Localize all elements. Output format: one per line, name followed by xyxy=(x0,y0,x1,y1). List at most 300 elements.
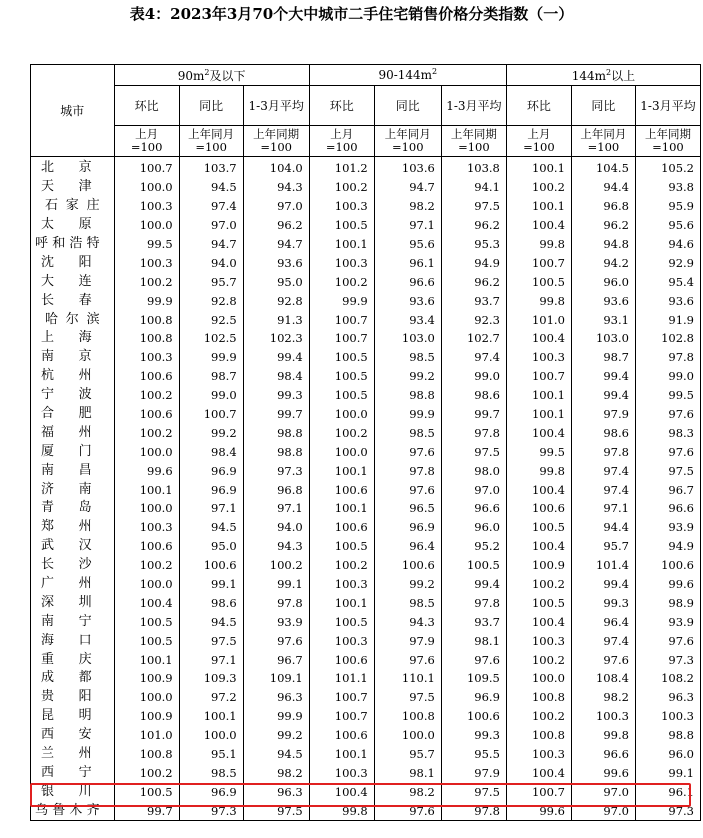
value-cell: 103.7 xyxy=(179,157,243,178)
price-index-table xyxy=(30,64,701,821)
value-cell: 97.3 xyxy=(635,650,700,669)
value-cell: 100.1 xyxy=(179,707,243,726)
value-cell: 99.6 xyxy=(571,764,635,783)
header-base-2: 上年同月 =100 xyxy=(374,126,441,157)
value-cell: 97.5 xyxy=(179,631,243,650)
value-cell: 100.7 xyxy=(179,405,243,424)
value-cell: 96.7 xyxy=(635,480,700,499)
value-cell: 97.6 xyxy=(635,442,700,461)
value-cell: 97.6 xyxy=(374,442,441,461)
value-cell: 97.4 xyxy=(571,480,635,499)
table-row xyxy=(31,518,701,537)
value-cell: 97.9 xyxy=(571,405,635,424)
value-cell: 96.1 xyxy=(635,782,700,801)
value-cell: 100.6 xyxy=(179,556,243,575)
city-cell: 贵阳 xyxy=(31,688,115,707)
value-cell: 100.2 xyxy=(309,423,374,442)
value-cell: 98.5 xyxy=(374,348,441,367)
value-cell: 100.5 xyxy=(309,216,374,235)
table-row xyxy=(31,537,701,556)
value-cell: 97.8 xyxy=(374,461,441,480)
value-cell: 97.6 xyxy=(571,650,635,669)
value-cell: 100.5 xyxy=(441,556,506,575)
table-row xyxy=(31,272,701,291)
value-cell: 100.3 xyxy=(506,745,571,764)
value-cell: 98.2 xyxy=(571,688,635,707)
value-cell: 99.3 xyxy=(571,593,635,612)
header-base-3: 上年同期 =100 xyxy=(243,126,309,157)
value-cell: 100.2 xyxy=(309,556,374,575)
value-cell: 95.3 xyxy=(441,235,506,254)
value-cell: 100.6 xyxy=(441,707,506,726)
city-cell: 南京 xyxy=(31,348,115,367)
value-cell: 97.0 xyxy=(571,801,635,820)
value-cell: 98.8 xyxy=(243,423,309,442)
value-cell: 95.7 xyxy=(571,537,635,556)
value-cell: 100.8 xyxy=(506,726,571,745)
value-cell: 99.2 xyxy=(374,367,441,386)
city-cell: 武汉 xyxy=(31,537,115,556)
value-cell: 96.5 xyxy=(374,499,441,518)
value-cell: 98.6 xyxy=(571,423,635,442)
value-cell: 100.8 xyxy=(114,310,179,329)
value-cell: 100.5 xyxy=(309,537,374,556)
header-base-1: 上月 =100 xyxy=(114,126,179,157)
value-cell: 100.6 xyxy=(114,367,179,386)
value-cell: 99.5 xyxy=(114,235,179,254)
value-cell: 100.0 xyxy=(309,442,374,461)
value-cell: 97.4 xyxy=(441,348,506,367)
value-cell: 100.2 xyxy=(506,575,571,594)
value-cell: 100.1 xyxy=(309,499,374,518)
value-cell: 100.9 xyxy=(114,707,179,726)
value-cell: 95.2 xyxy=(441,537,506,556)
value-cell: 93.9 xyxy=(635,518,700,537)
value-cell: 92.8 xyxy=(179,291,243,310)
value-cell: 96.2 xyxy=(441,272,506,291)
value-cell: 100.1 xyxy=(309,745,374,764)
value-cell: 94.6 xyxy=(635,235,700,254)
value-cell: 99.8 xyxy=(571,726,635,745)
value-cell: 96.3 xyxy=(243,688,309,707)
value-cell: 95.6 xyxy=(635,216,700,235)
value-cell: 98.2 xyxy=(243,764,309,783)
value-cell: 102.3 xyxy=(243,329,309,348)
value-cell: 97.5 xyxy=(441,197,506,216)
value-cell: 103.8 xyxy=(441,157,506,178)
value-cell: 94.7 xyxy=(243,235,309,254)
value-cell: 100.6 xyxy=(114,405,179,424)
value-cell: 108.2 xyxy=(635,669,700,688)
value-cell: 99.1 xyxy=(635,764,700,783)
city-cell: 北京 xyxy=(31,157,115,178)
value-cell: 105.2 xyxy=(635,157,700,178)
value-cell: 100.4 xyxy=(506,764,571,783)
value-cell: 97.6 xyxy=(374,650,441,669)
value-cell: 97.6 xyxy=(374,480,441,499)
value-cell: 99.9 xyxy=(179,348,243,367)
value-cell: 100.0 xyxy=(114,178,179,197)
value-cell: 97.6 xyxy=(374,801,441,820)
value-cell: 100.3 xyxy=(506,631,571,650)
value-cell: 99.8 xyxy=(309,801,374,820)
city-cell: 兰州 xyxy=(31,745,115,764)
value-cell: 101.1 xyxy=(309,669,374,688)
header-base-3: 上年同期 =100 xyxy=(441,126,506,157)
value-cell: 99.1 xyxy=(243,575,309,594)
value-cell: 100.1 xyxy=(309,235,374,254)
value-cell: 99.9 xyxy=(243,707,309,726)
value-cell: 98.6 xyxy=(179,593,243,612)
value-cell: 97.0 xyxy=(441,480,506,499)
table-row xyxy=(31,631,701,650)
value-cell: 100.4 xyxy=(506,612,571,631)
value-cell: 96.1 xyxy=(374,253,441,272)
header-sub-1: 环比 xyxy=(114,86,179,126)
table-row xyxy=(31,764,701,783)
header-group-1: $90m^2$及以下 xyxy=(114,65,309,86)
value-cell: 100.3 xyxy=(309,631,374,650)
value-cell: 100.4 xyxy=(506,329,571,348)
value-cell: 99.0 xyxy=(179,386,243,405)
value-cell: 99.4 xyxy=(571,367,635,386)
table-row xyxy=(31,575,701,594)
header-sub-1: 环比 xyxy=(506,86,571,126)
value-cell: 97.8 xyxy=(635,348,700,367)
table-row xyxy=(31,423,701,442)
value-cell: 103.0 xyxy=(571,329,635,348)
value-cell: 100.6 xyxy=(309,726,374,745)
value-cell: 100.4 xyxy=(506,423,571,442)
value-cell: 94.3 xyxy=(243,178,309,197)
table-row xyxy=(31,197,701,216)
value-cell: 98.3 xyxy=(635,423,700,442)
value-cell: 100.2 xyxy=(114,556,179,575)
value-cell: 101.2 xyxy=(309,157,374,178)
value-cell: 100.3 xyxy=(309,197,374,216)
value-cell: 102.7 xyxy=(441,329,506,348)
value-cell: 93.6 xyxy=(243,253,309,272)
value-cell: 92.5 xyxy=(179,310,243,329)
table-row xyxy=(31,480,701,499)
value-cell: 95.6 xyxy=(374,235,441,254)
value-cell: 96.8 xyxy=(571,197,635,216)
value-cell: 97.8 xyxy=(441,801,506,820)
table-row xyxy=(31,801,701,820)
value-cell: 94.0 xyxy=(179,253,243,272)
value-cell: 100.2 xyxy=(114,272,179,291)
value-cell: 97.1 xyxy=(571,499,635,518)
value-cell: 99.8 xyxy=(506,235,571,254)
value-cell: 99.6 xyxy=(635,575,700,594)
value-cell: 97.1 xyxy=(243,499,309,518)
value-cell: 96.9 xyxy=(179,782,243,801)
value-cell: 93.7 xyxy=(441,291,506,310)
value-cell: 97.0 xyxy=(243,197,309,216)
city-cell: 天津 xyxy=(31,178,115,197)
city-cell: 福州 xyxy=(31,423,115,442)
header-city: 城市 xyxy=(31,65,115,157)
value-cell: 99.7 xyxy=(243,405,309,424)
value-cell: 100.2 xyxy=(506,707,571,726)
value-cell: 100.7 xyxy=(309,310,374,329)
value-cell: 100.1 xyxy=(506,405,571,424)
value-cell: 100.2 xyxy=(243,556,309,575)
value-cell: 100.2 xyxy=(506,178,571,197)
value-cell: 100.7 xyxy=(309,707,374,726)
table-row xyxy=(31,291,701,310)
header-sub-2: 同比 xyxy=(179,86,243,126)
value-cell: 99.0 xyxy=(441,367,506,386)
value-cell: 99.2 xyxy=(374,575,441,594)
value-cell: 100.8 xyxy=(374,707,441,726)
city-cell: 成都 xyxy=(31,669,115,688)
value-cell: 100.2 xyxy=(506,650,571,669)
value-cell: 97.1 xyxy=(179,650,243,669)
table-row xyxy=(31,499,701,518)
value-cell: 97.8 xyxy=(441,593,506,612)
value-cell: 97.1 xyxy=(179,499,243,518)
value-cell: 100.4 xyxy=(506,480,571,499)
value-cell: 100.7 xyxy=(114,157,179,178)
value-cell: 101.0 xyxy=(114,726,179,745)
table-title: 表4：2023年3月70个大中城市二手住宅销售价格分类指数（一） xyxy=(129,5,574,23)
value-cell: 99.2 xyxy=(179,423,243,442)
value-cell: 100.1 xyxy=(114,480,179,499)
value-cell: 98.4 xyxy=(243,367,309,386)
value-cell: 99.8 xyxy=(506,461,571,480)
value-cell: 100.5 xyxy=(114,782,179,801)
city-cell: 太原 xyxy=(31,216,115,235)
value-cell: 98.8 xyxy=(635,726,700,745)
value-cell: 97.6 xyxy=(441,650,506,669)
value-cell: 95.0 xyxy=(243,272,309,291)
table-row xyxy=(31,157,701,178)
table-row xyxy=(31,235,701,254)
table-row xyxy=(31,461,701,480)
value-cell: 99.9 xyxy=(114,291,179,310)
value-cell: 97.4 xyxy=(571,631,635,650)
value-cell: 109.3 xyxy=(179,669,243,688)
city-cell: 沈阳 xyxy=(31,253,115,272)
table-row xyxy=(31,650,701,669)
value-cell: 96.6 xyxy=(571,745,635,764)
value-cell: 99.0 xyxy=(635,367,700,386)
value-cell: 100.5 xyxy=(309,367,374,386)
value-cell: 100.8 xyxy=(506,688,571,707)
city-cell: 青岛 xyxy=(31,499,115,518)
value-cell: 98.5 xyxy=(179,764,243,783)
table-row xyxy=(31,669,701,688)
value-cell: 99.3 xyxy=(243,386,309,405)
value-cell: 94.7 xyxy=(179,235,243,254)
value-cell: 96.9 xyxy=(374,518,441,537)
header-base-1: 上月 =100 xyxy=(309,126,374,157)
value-cell: 98.1 xyxy=(441,631,506,650)
value-cell: 93.4 xyxy=(374,310,441,329)
value-cell: 98.5 xyxy=(374,593,441,612)
value-cell: 101.0 xyxy=(506,310,571,329)
value-cell: 97.0 xyxy=(179,216,243,235)
city-cell: 哈尔滨 xyxy=(31,310,115,329)
value-cell: 99.5 xyxy=(635,386,700,405)
value-cell: 94.7 xyxy=(374,178,441,197)
value-cell: 92.3 xyxy=(441,310,506,329)
value-cell: 99.4 xyxy=(571,386,635,405)
value-cell: 96.4 xyxy=(374,537,441,556)
value-cell: 96.9 xyxy=(179,461,243,480)
value-cell: 92.9 xyxy=(635,253,700,272)
value-cell: 98.0 xyxy=(441,461,506,480)
value-cell: 99.7 xyxy=(441,405,506,424)
value-cell: 94.5 xyxy=(179,518,243,537)
city-cell: 大连 xyxy=(31,272,115,291)
value-cell: 94.4 xyxy=(571,518,635,537)
table-row xyxy=(31,688,701,707)
table-row xyxy=(31,310,701,329)
value-cell: 94.8 xyxy=(571,235,635,254)
value-cell: 94.3 xyxy=(243,537,309,556)
table-row xyxy=(31,707,701,726)
value-cell: 97.4 xyxy=(571,461,635,480)
value-cell: 96.2 xyxy=(571,216,635,235)
value-cell: 100.3 xyxy=(635,707,700,726)
value-cell: 100.1 xyxy=(309,593,374,612)
value-cell: 100.6 xyxy=(309,480,374,499)
value-cell: 97.2 xyxy=(179,688,243,707)
value-cell: 95.4 xyxy=(635,272,700,291)
value-cell: 94.0 xyxy=(243,518,309,537)
value-cell: 97.6 xyxy=(635,631,700,650)
value-cell: 94.5 xyxy=(179,178,243,197)
city-cell: 杭州 xyxy=(31,367,115,386)
value-cell: 100.2 xyxy=(114,423,179,442)
value-cell: 99.9 xyxy=(309,291,374,310)
value-cell: 95.0 xyxy=(179,537,243,556)
value-cell: 100.6 xyxy=(374,556,441,575)
value-cell: 100.0 xyxy=(506,669,571,688)
value-cell: 99.5 xyxy=(506,442,571,461)
city-cell: 郑州 xyxy=(31,518,115,537)
value-cell: 96.0 xyxy=(635,745,700,764)
table-row xyxy=(31,593,701,612)
value-cell: 96.9 xyxy=(179,480,243,499)
value-cell: 99.4 xyxy=(243,348,309,367)
value-cell: 94.2 xyxy=(571,253,635,272)
value-cell: 93.9 xyxy=(243,612,309,631)
value-cell: 100.3 xyxy=(309,764,374,783)
value-cell: 96.2 xyxy=(243,216,309,235)
header-base-2: 上年同月 =100 xyxy=(571,126,635,157)
value-cell: 97.8 xyxy=(243,593,309,612)
value-cell: 108.4 xyxy=(571,669,635,688)
city-cell: 银川 xyxy=(31,782,115,801)
header-sub-3: 1-3月平均 xyxy=(243,86,309,126)
header-sub-2: 同比 xyxy=(571,86,635,126)
value-cell: 102.5 xyxy=(179,329,243,348)
city-cell: 上海 xyxy=(31,329,115,348)
value-cell: 97.3 xyxy=(635,801,700,820)
value-cell: 100.0 xyxy=(114,499,179,518)
table-row xyxy=(31,348,701,367)
value-cell: 100.3 xyxy=(506,348,571,367)
table-row xyxy=(31,178,701,197)
header-sub-2: 同比 xyxy=(374,86,441,126)
header-sub-1: 环比 xyxy=(309,86,374,126)
value-cell: 103.0 xyxy=(374,329,441,348)
table-row xyxy=(31,726,701,745)
city-cell: 厦门 xyxy=(31,442,115,461)
header-group-2: $90-144m^2$ xyxy=(309,65,506,86)
value-cell: 97.9 xyxy=(441,764,506,783)
value-cell: 100.3 xyxy=(309,253,374,272)
table-row xyxy=(31,782,701,801)
value-cell: 110.1 xyxy=(374,669,441,688)
value-cell: 92.8 xyxy=(243,291,309,310)
value-cell: 96.2 xyxy=(441,216,506,235)
value-cell: 100.5 xyxy=(309,348,374,367)
value-cell: 100.3 xyxy=(114,197,179,216)
header-sub-3: 1-3月平均 xyxy=(635,86,700,126)
value-cell: 97.6 xyxy=(243,631,309,650)
value-cell: 97.5 xyxy=(243,801,309,820)
value-cell: 98.4 xyxy=(179,442,243,461)
value-cell: 94.4 xyxy=(571,178,635,197)
value-cell: 100.6 xyxy=(114,537,179,556)
value-cell: 97.9 xyxy=(374,631,441,650)
value-cell: 93.1 xyxy=(571,310,635,329)
value-cell: 97.1 xyxy=(374,216,441,235)
value-cell: 100.3 xyxy=(114,348,179,367)
value-cell: 100.5 xyxy=(114,631,179,650)
value-cell: 99.1 xyxy=(179,575,243,594)
value-cell: 100.7 xyxy=(506,782,571,801)
header-sub-3: 1-3月平均 xyxy=(441,86,506,126)
value-cell: 100.0 xyxy=(309,405,374,424)
value-cell: 99.3 xyxy=(441,726,506,745)
value-cell: 98.7 xyxy=(179,367,243,386)
city-cell: 乌鲁木齐 xyxy=(31,801,115,820)
city-cell: 重庆 xyxy=(31,650,115,669)
value-cell: 98.2 xyxy=(374,197,441,216)
value-cell: 98.5 xyxy=(374,423,441,442)
value-cell: 95.7 xyxy=(179,272,243,291)
value-cell: 100.1 xyxy=(309,461,374,480)
value-cell: 97.5 xyxy=(441,442,506,461)
value-cell: 98.2 xyxy=(374,782,441,801)
value-cell: 96.6 xyxy=(441,499,506,518)
value-cell: 91.9 xyxy=(635,310,700,329)
value-cell: 95.5 xyxy=(441,745,506,764)
value-cell: 100.0 xyxy=(114,575,179,594)
value-cell: 94.9 xyxy=(635,537,700,556)
value-cell: 99.8 xyxy=(506,291,571,310)
value-cell: 100.0 xyxy=(114,442,179,461)
value-cell: 96.9 xyxy=(441,688,506,707)
value-cell: 100.3 xyxy=(571,707,635,726)
value-cell: 94.5 xyxy=(179,612,243,631)
value-cell: 97.3 xyxy=(179,801,243,820)
value-cell: 100.1 xyxy=(114,650,179,669)
city-cell: 广州 xyxy=(31,575,115,594)
value-cell: 100.6 xyxy=(506,499,571,518)
value-cell: 100.4 xyxy=(506,537,571,556)
value-cell: 96.0 xyxy=(571,272,635,291)
value-cell: 104.0 xyxy=(243,157,309,178)
value-cell: 98.7 xyxy=(571,348,635,367)
value-cell: 100.0 xyxy=(114,216,179,235)
city-cell: 昆明 xyxy=(31,707,115,726)
